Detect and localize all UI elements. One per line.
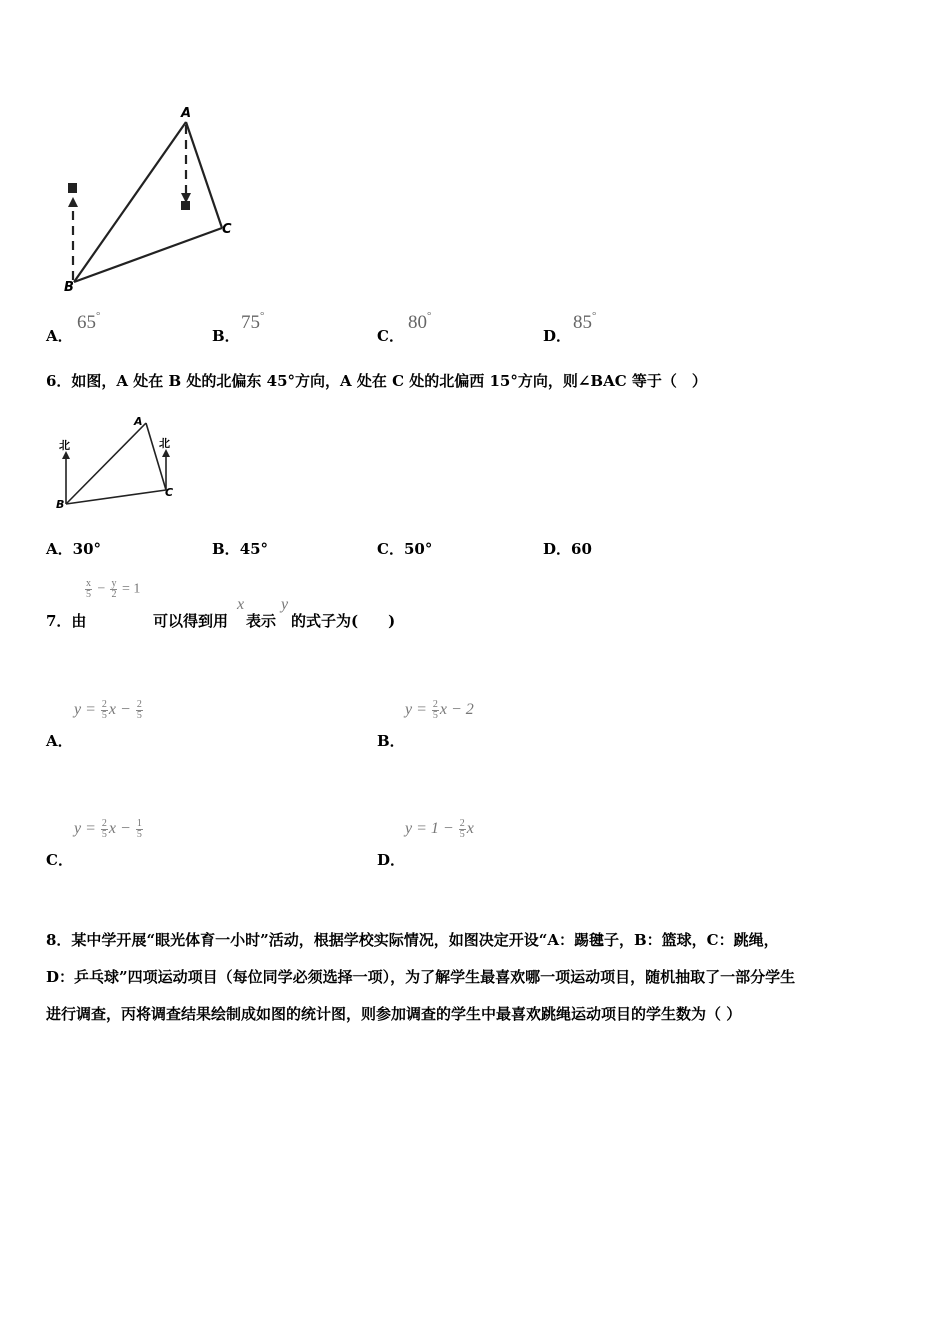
option-value: 75 xyxy=(241,312,260,333)
opt-mid: x − xyxy=(108,701,131,719)
option-label: D． xyxy=(543,327,572,345)
opt-d1: 5 xyxy=(101,829,107,840)
opt-lhs: y = xyxy=(74,820,96,838)
option-label: A． xyxy=(46,327,73,345)
q7-end-text: 的式子为( ) xyxy=(291,612,396,630)
option-label: C． xyxy=(377,540,404,558)
q6-label-b: B xyxy=(56,498,65,511)
opt-d2: 5 xyxy=(136,829,142,840)
q6-question-text: 6．如图，A 处在 B 处的北偏东 45°方向，A 处在 C 处的北偏西 15°方向，则∠BAC 等于（ ） xyxy=(46,372,707,390)
option-value: 45° xyxy=(239,540,269,558)
q8-line-1: 8．某中学开展“眼光体育一小时”活动，根据学校实际情况，如图决定开设“A：踢毽子，B：篮球，C：跳绳， xyxy=(46,931,779,949)
q7-var-x: x xyxy=(237,596,245,613)
opt-n2: 1 xyxy=(136,818,142,829)
q5-label-b: B xyxy=(64,280,74,295)
eq-rhs: = 1 xyxy=(121,581,141,597)
opt-n1: 2 xyxy=(459,818,465,829)
option-value: 85 xyxy=(573,312,592,333)
opt-lhs: y = xyxy=(405,701,427,719)
option-value: 80 xyxy=(408,312,427,333)
eq-y: y xyxy=(111,578,117,589)
degree-mark: ° xyxy=(260,310,265,322)
q6-label-a: A xyxy=(134,415,143,428)
q7-show-text: 表示 xyxy=(246,612,277,630)
opt-lhs: y = 1 − xyxy=(405,820,454,838)
option-value: 60 xyxy=(571,540,592,558)
q5-triangle-figure xyxy=(55,95,255,300)
degree-mark: ° xyxy=(592,310,597,322)
q8-line-2: D：乒乓球”四项运动项目（每位同学必须选择一项），为了解学生最喜欢哪一项运动项目，随机抽取了一部分学生 xyxy=(46,968,796,986)
q6-option-b[interactable] xyxy=(212,538,268,559)
q6-triangle-figure xyxy=(52,412,187,512)
opt-n1: 2 xyxy=(432,699,438,710)
q5-label-c: C xyxy=(222,222,232,237)
q6-north-c: 北 xyxy=(159,437,170,450)
option-value: 30° xyxy=(72,540,102,558)
option-label: B． xyxy=(212,540,240,558)
eq-d2: 2 xyxy=(111,589,117,600)
q6-option-c[interactable] xyxy=(377,538,432,559)
opt-lhs: y = xyxy=(74,701,96,719)
q6-option-a[interactable] xyxy=(46,538,101,559)
option-label: B． xyxy=(212,327,240,345)
q7-var-y: y xyxy=(281,596,289,613)
option-label: C． xyxy=(46,851,73,869)
option-value: 65 xyxy=(77,312,96,333)
opt-d1: 5 xyxy=(101,710,107,721)
opt-n2: 2 xyxy=(136,699,142,710)
q7-mid-text: 可以得到用 xyxy=(153,612,229,630)
opt-n1: 2 xyxy=(101,699,107,710)
opt-d1: 5 xyxy=(432,710,438,721)
q8-line-3: 进行调查，丙将调查结果绘制成如图的统计图，则参加调查的学生中最喜欢跳绳运动项目的学生数为（ ） xyxy=(46,1005,742,1023)
opt-d1: 5 xyxy=(459,829,465,840)
q7-given-equation xyxy=(84,579,140,600)
q8-question-text xyxy=(46,922,795,1033)
option-label: D． xyxy=(377,851,406,869)
degree-mark: ° xyxy=(427,310,432,322)
q6-label-c: C xyxy=(165,486,174,499)
option-label: D． xyxy=(543,540,572,558)
option-label: C． xyxy=(377,327,404,345)
eq-d1: 5 xyxy=(86,589,91,600)
q5-label-a: A xyxy=(181,106,192,121)
opt-d2: 5 xyxy=(136,710,142,721)
q6-option-d[interactable] xyxy=(543,538,592,559)
option-label: A． xyxy=(46,732,73,750)
opt-mid: x − xyxy=(108,820,131,838)
option-label: B． xyxy=(377,732,405,750)
opt-mid: x xyxy=(466,820,474,838)
opt-n1: 2 xyxy=(101,818,107,829)
eq-op: − xyxy=(96,581,106,597)
q6-north-b: 北 xyxy=(59,439,70,452)
opt-mid: x − 2 xyxy=(439,701,474,719)
option-label: A． xyxy=(46,540,73,558)
eq-x: x xyxy=(86,578,91,589)
degree-mark: ° xyxy=(96,310,101,322)
q7-number: 7．由 xyxy=(46,612,87,630)
option-value: 50° xyxy=(403,540,433,558)
